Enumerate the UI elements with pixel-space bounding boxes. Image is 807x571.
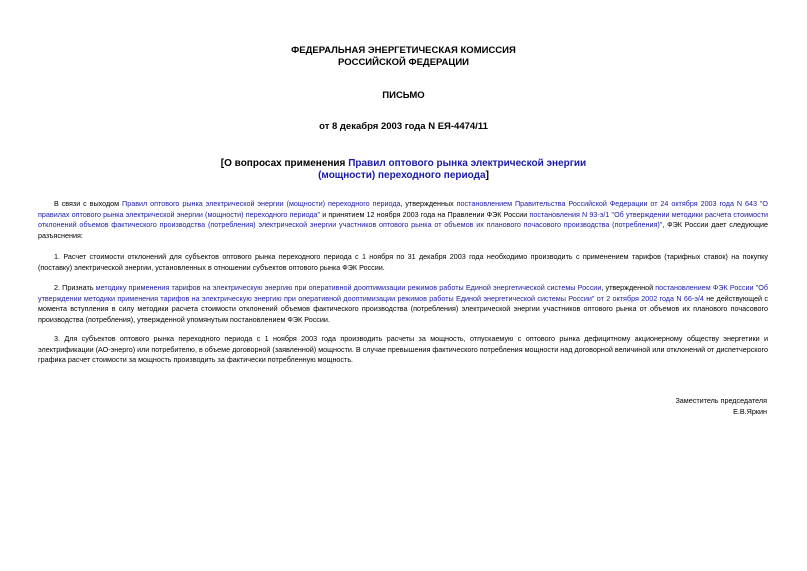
- paragraph-intro: [38, 199, 768, 241]
- signatory-name: Е.В.Яркин: [733, 407, 767, 416]
- paragraph-1: 1. Расчет стоимости отклонений для субъектов оптового рынка переходного периода с 1 ноября по 31 декабря 2003 года необходимо производить с применением тарифов (тарифных ставок) на покупку (поставку) электрической энергии, установленных в отношении субъектов оптового рынка ФЭК России.: [38, 252, 768, 272]
- intro-text-4: , ФЭК России дает следующие разъяснения:: [38, 220, 768, 240]
- intro-text-2: , утвержденных: [400, 199, 457, 208]
- org-name-line2: РОССИЙСКОЙ ФЕДЕРАЦИИ: [337, 57, 469, 68]
- paragraph-2: [38, 283, 768, 325]
- org-name-line1: ФЕДЕРАЛЬНАЯ ЭНЕРГЕТИЧЕСКАЯ КОМИССИЯ: [291, 45, 516, 56]
- fek-decree-66-link[interactable]: постановлением ФЭК России "Об утверждении методики применения тарифов на электрическую энергию при оперативной доoптимизации режимов работы Единой энергетической системы России" от 2 октября 2002 года N 66-э/4: [38, 283, 768, 303]
- document-date-number: от 8 декабря 2003 года N ЕЯ-4474/11: [319, 121, 488, 132]
- title-link[interactable]: Правил оптового рынка электрической энергии (мощности) переходного периода: [318, 158, 587, 181]
- signatory-position: Заместитель председателя: [675, 396, 767, 405]
- fek-decree-93-link[interactable]: постановления N 93-э/1 "Об утверждении методики расчета стоимости отклонений объемов фактического производства (потребления) электрической энергии участников оптового рынка от объемов их планового почасового производства (потребления)": [38, 209, 768, 230]
- intro-text-1: В связи с выходом: [54, 199, 123, 208]
- paragraph-3: 3. Для субъектов оптового рынка переходного периода с 1 ноября 2003 года производить расчеты за мощность, отпускаемую с оптового рынка дефицитному акционерному обществу энергетики и электрификации (АО-энерго) или потребителю, в объеме договорной (заявленной) мощности. В случае превышения фактического потребления мощности над договорной величиной или отклонений от диспетчерского графика расчет стоимости за мощность производить за фактически потребленную мощность.: [38, 334, 768, 365]
- p2-text-2: , утвержденной: [601, 283, 656, 292]
- document-title: [0, 158, 807, 182]
- rules-link[interactable]: Правил оптового рынка электрической энергии (мощности) переходного периода: [122, 199, 401, 208]
- title-close: ]: [485, 170, 489, 181]
- title-open: [О вопросах применения: [220, 158, 349, 169]
- methodology-link[interactable]: методику применения тарифов на электрическую энергию при оперативной доoптимизации режимов работы Единой энергетической системы России: [95, 283, 602, 292]
- intro-text-3: и принятием 12 ноября 2003 года на Правлении ФЭК России: [320, 209, 530, 219]
- government-decree-link[interactable]: постановлением Правительства Российской Федерации от 24 октября 2003 года N 643 "О правилах оптового рынка электрической энергии (мощности) переходного периода": [38, 199, 768, 219]
- p2-text-1: 2. Признать: [54, 283, 96, 292]
- document-type: ПИСЬМО: [382, 90, 425, 101]
- p2-text-3: не действующей с момента вступления в силу методики расчета стоимости отклонений объемов фактического производства (потребления) электрической энергии участников оптового рынка от объемов их планового почасового производства (потребления), утвержденной упомянутым постановлением ФЭК России.: [38, 293, 768, 324]
